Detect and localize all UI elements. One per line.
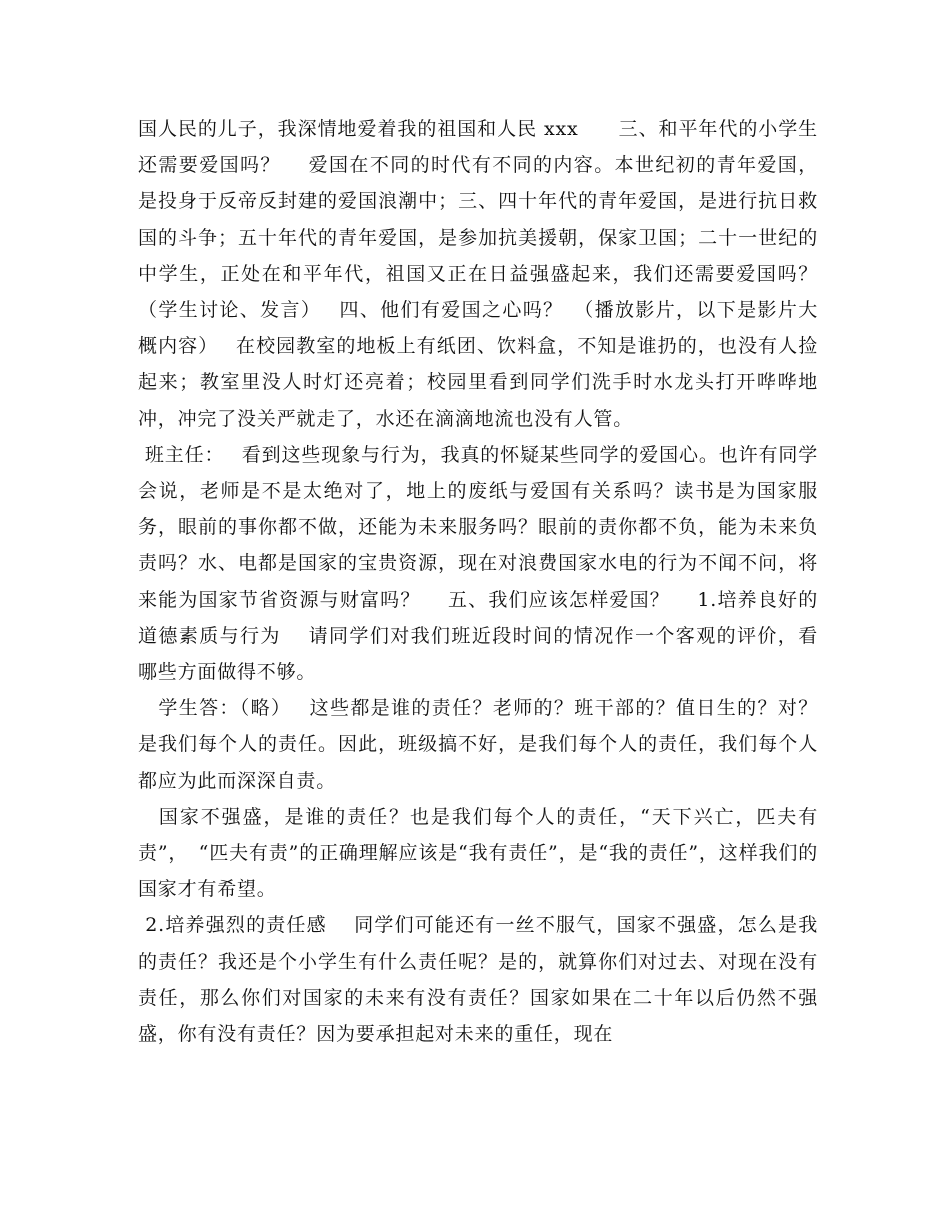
paragraph-3: 学生答：（略） 这些都是谁的责任？老师的？班干部的？值日生的？对？是我们每个人的责任。因此，班级搞不好，是我们每个人的责任，我们每个人都应为此而深深自责。: [138, 697, 818, 792]
paragraph-1: 国人民的儿子，我深情地爱着我的祖国和人民 xxx 三、和平年代的小学生还需要爱国吗？ 爱国在不同的时代有不同的内容。本世纪初的青年爱国，是投身于反帝反封建的爱国浪潮中；三、四十年代的青年爱国，是进行抗日救国的斗争；五十年代的青年爱国，是参加抗美援朝，保家卫国；二十一世纪的中学生，正处在和平年代，祖国又正在日益强盛起来，我们还需要爱国吗？ （学生讨论、发言） 四、他们有爱国之心吗？ （播放影片，以下是影片大概内容） 在校园教室的地板上有纸团、饮料盒，不知是谁扔的，也没有人捡起来；教室里没人时灯还亮着；校园里看到同学们洗手时水龙头打开哗哗地冲，冲完了没关严就走了，水还在滴滴地流也没有人管。: [138, 118, 845, 430]
paragraph-4: 国家不强盛，是谁的责任？也是我们每个人的责任，“天下兴亡，匹夫有责”， “匹夫有责”的正确理解应该是“我有责任”，是“我的责任”，这样我们的国家才有希望。: [138, 805, 818, 901]
paragraph-5: 2.培养强烈的责任感 同学们可能还有一丝不服气，国家不强盛，怎么是我的责任？我还是个小学生有什么责任呢？是的，就算你们对过去、对现在没有责任，那么你们对国家的未来有没有责任？国家如果在二十年以后仍然不强盛，你有没有责任？因为要承担起对未来的重任，现在: [138, 914, 819, 1046]
document-body: [138, 111, 845, 1052]
paragraph-2: 班主任： 看到这些现象与行为，我真的怀疑某些同学的爱国心。也许有同学会说，老师是不是太绝对了，地上的废纸与爱国有关系吗？读书是为国家服务，眼前的事你都不做，还能为未来服务吗？眼前的责你都不负，能为未来负责吗？水、电都是国家的宝贵资源，现在对浪费国家水电的行为不闻不问，将来能为国家节省资源与财富吗？ 五、我们应该怎样爱国？ 1.培养良好的道德素质与行为 请同学们对我们班近段时间的情况作一个客观的评价，看哪些方面做得不够。: [138, 443, 818, 684]
